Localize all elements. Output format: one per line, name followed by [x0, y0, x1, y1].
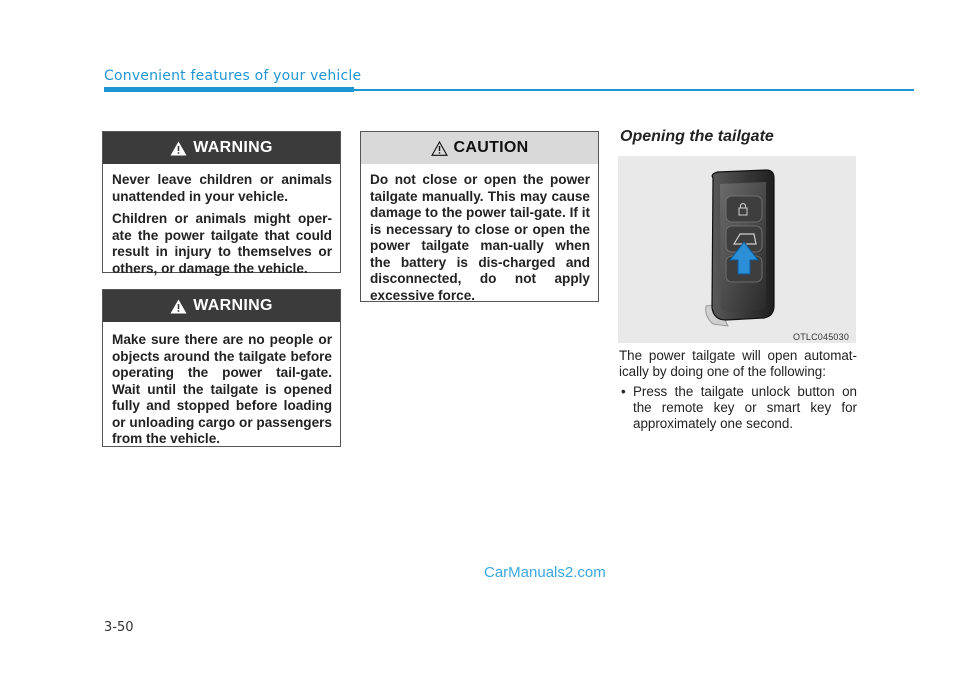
caution-label: CAUTION	[453, 139, 529, 156]
warning-paragraph: Never leave children or animals unattended in your vehicle.	[112, 172, 332, 204]
section-header-title: Convenient features of your vehicle	[104, 68, 362, 84]
watermark-link[interactable]: CarManuals2.com	[484, 564, 606, 581]
warning-body	[103, 164, 340, 285]
smart-key-figure	[618, 156, 856, 343]
warning-paragraph: Children or animals might oper-ate the power tailgate that could result in injury to themselves or others, or damage the vehicle.	[112, 211, 332, 276]
body-text	[619, 348, 857, 432]
header-rule	[354, 89, 914, 91]
caution-body	[361, 164, 598, 312]
bullet-dot: •	[621, 384, 626, 399]
caution-paragraph: Do not close or open the power tailgate manually. This may cause damage to the power tail-gate. If it is necessary to close or open the power tailgate man-ually when the battery is dis-charged and disconnected, do not apply excessive force.	[370, 172, 590, 303]
header-accent-bar	[104, 87, 354, 92]
warning-paragraph: Make sure there are no people or objects around the tailgate before operating the power tail-gate. Wait until the tailgate is opened fully and stopped before loading or unloading cargo or passengers from the vehicle.	[112, 332, 332, 446]
smart-key-icon	[618, 156, 856, 343]
list-item	[619, 384, 857, 432]
warning-triangle-icon	[170, 299, 187, 314]
warning-box-people	[102, 289, 341, 447]
caution-triangle-icon	[431, 141, 448, 156]
warning-heading	[103, 132, 340, 164]
warning-box-children	[102, 131, 341, 276]
warning-label: WARNING	[193, 139, 273, 156]
page-number: 3-50	[104, 620, 134, 635]
warning-triangle-icon	[170, 141, 187, 156]
caution-box	[360, 131, 599, 302]
bullet-text: Press the tailgate unlock button on the remote key or smart key for approximately one second.	[633, 384, 857, 431]
intro-paragraph: The power tailgate will open automat-ically by doing one of the following:	[619, 348, 857, 379]
caution-heading	[361, 132, 598, 164]
figure-caption: OTLC045030	[793, 332, 850, 342]
warning-body	[103, 322, 340, 456]
warning-heading	[103, 290, 340, 322]
section-title: Opening the tailgate	[620, 128, 774, 145]
warning-label: WARNING	[193, 297, 273, 314]
